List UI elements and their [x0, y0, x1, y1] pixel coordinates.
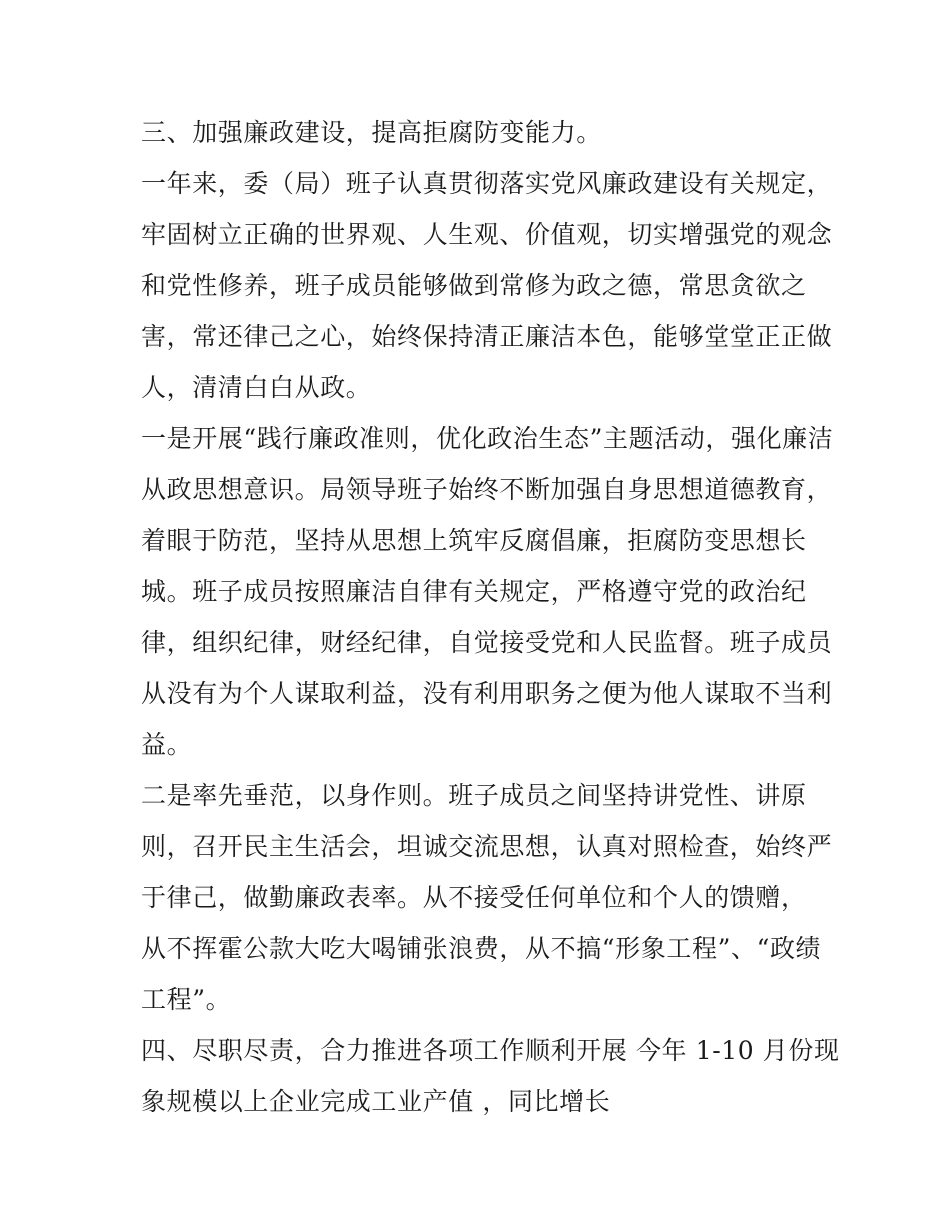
text-line: 从不挥霍公款大吃大喝铺张浪费，从不搞“形象工程”、“政绩	[141, 934, 822, 963]
paragraph-heading-section-three	[141, 107, 831, 158]
text-line: 三、加强廉政建设，提高拒腐防变能力。	[141, 118, 602, 147]
text-line: 一是开展“践行廉政准则，优化政治生态”主题活动，强化廉洁	[141, 424, 834, 453]
text-line: 益。	[141, 730, 193, 759]
text-line: 从没有为个人谋取利益，没有利用职务之便为他人谋取不当利	[141, 679, 833, 708]
paragraph-intro	[141, 158, 831, 413]
text-line: 和党性修养，班子成员能够做到常修为政之德，常思贪欲之	[141, 271, 807, 300]
paragraph-point-two	[141, 770, 831, 1025]
paragraph-heading-section-four	[141, 1025, 840, 1127]
text-line: 害，常还律己之心，始终保持清正廉洁本色，能够堂堂正正做	[141, 322, 833, 351]
document-body	[141, 107, 840, 1127]
text-line: 四、尽职尽责，合力推进各项工作顺利开展 今年 1-10 月份现	[141, 1036, 840, 1065]
text-line: 象规模以上企业完成工业产值 ，同比增长	[141, 1087, 611, 1116]
text-line: 工程”。	[141, 985, 232, 1014]
text-line: 牢固树立正确的世界观、人生观、价值观，切实增强党的观念	[141, 220, 833, 249]
paragraph-point-one	[141, 413, 834, 770]
text-line: 律，组织纪律，财经纪律，自觉接受党和人民监督。班子成员	[141, 628, 833, 657]
text-line: 于律己，做勤廉政表率。从不接受任何单位和个人的馈赠，	[141, 883, 807, 912]
text-line: 人，清清白白从政。	[141, 373, 372, 402]
text-line: 城。班子成员按照廉洁自律有关规定，严格遵守党的政治纪	[141, 577, 807, 606]
text-line: 二是率先垂范，以身作则。班子成员之间坚持讲党性、讲原	[141, 781, 807, 810]
text-line: 从政思想意识。局领导班子始终不断加强自身思想道德教育，	[141, 475, 833, 504]
text-line: 则，召开民主生活会，坦诚交流思想，认真对照检查，始终严	[141, 832, 833, 861]
text-line: 着眼于防范，坚持从思想上筑牢反腐倡廉，拒腐防变思想长	[141, 526, 807, 555]
text-line: 一年来，委（局）班子认真贯彻落实党风廉政建设有关规定，	[141, 169, 833, 198]
